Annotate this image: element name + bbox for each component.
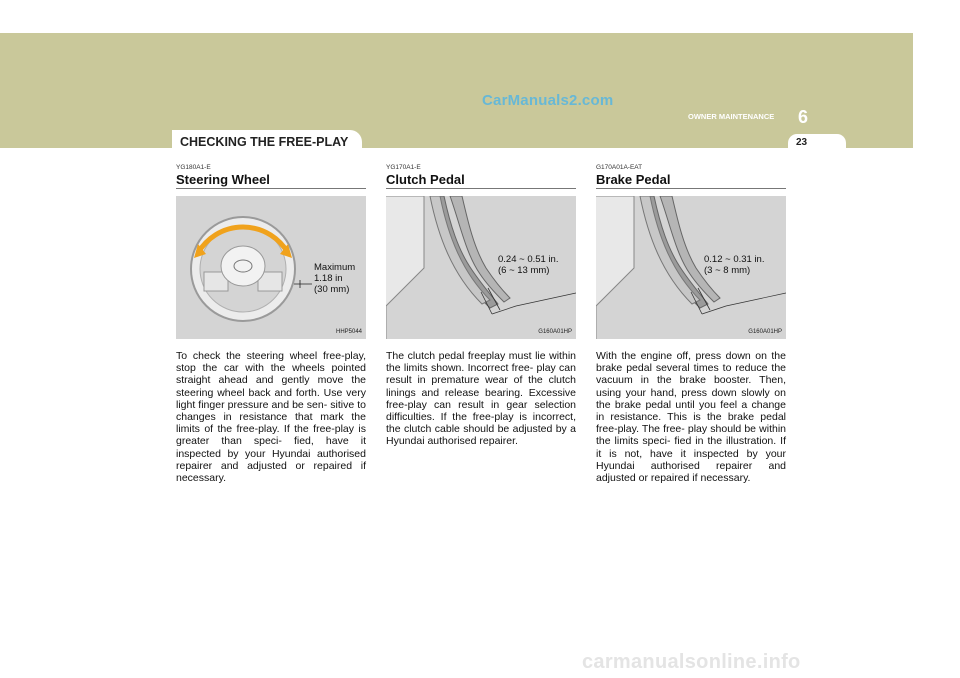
watermark-bottom: carmanualsonline.info (582, 651, 801, 673)
section-heading: Brake Pedal (596, 172, 671, 187)
column-clutch-pedal (386, 164, 576, 448)
free-play-label: 0.24 ~ 0.51 in. (6 ~ 13 mm) (498, 254, 559, 276)
steering-wheel-figure (176, 196, 366, 339)
section-heading: Steering Wheel (176, 172, 270, 187)
section-heading: Clutch Pedal (386, 172, 465, 187)
body-text: With the engine off, press down on the brake pedal several times to reduce the vacuum in the brake booster. Then, using your hand, press down slowly on the brake pedal until you feel a change in resistance. This is the brake pedal free-play. The free- play should be within the limits speci- fied in the illustration. If it is not, have it inspected by your Hyundai authorised repairer and adjusted or repaired if necessary. (596, 350, 786, 485)
page-number: 23 (796, 137, 808, 148)
section-code: YG170A1-E (386, 164, 421, 171)
chapter-number: 6 (798, 107, 809, 127)
section-code: G170A01A-EAT (596, 164, 643, 171)
watermark-top: CarManuals2.com (482, 92, 614, 109)
figure-code: HHP5044 (335, 329, 362, 335)
clutch-pedal-figure (386, 196, 576, 339)
section-title: CHECKING THE FREE-PLAY (172, 130, 362, 152)
figure-code: G160A01HP (748, 329, 782, 335)
chapter-label: OWNER MAINTENANCE (688, 112, 775, 121)
heading-rule (596, 188, 786, 189)
body-text: To check the steering wheel free-play, stop the car with the wheels pointed straight ahead and gently move the steering wheel back and forth. Use very light finger pressure and be sen- sitive to changes in resistance that mark the limits of the free-play. If the free-play is greater than speci- fied, have it inspected by your Hyundai authorised repairer and adjusted or repaired if necessary. (176, 350, 366, 485)
figure-code: G160A01HP (538, 329, 572, 335)
brake-pedal-figure (596, 196, 786, 339)
column-steering-wheel (176, 164, 366, 484)
header-band (0, 33, 913, 148)
column-brake-pedal (596, 164, 786, 484)
heading-rule (176, 188, 366, 189)
heading-rule (386, 188, 576, 189)
free-play-label: 0.12 ~ 0.31 in. (3 ~ 8 mm) (704, 254, 765, 276)
body-text: The clutch pedal freeplay must lie within the limits shown. Incorrect free- play can result in premature wear of the clutch linings and release bearing. Excessive free-play can result in gear selection difficulties. If the free-play is incorrect, the clutch cable should be adjusted by a Hyundai authorised repairer. (386, 350, 576, 448)
free-play-label: Maximum 1.18 in (30 mm) (314, 262, 356, 295)
section-code: YG180A1-E (176, 164, 211, 171)
